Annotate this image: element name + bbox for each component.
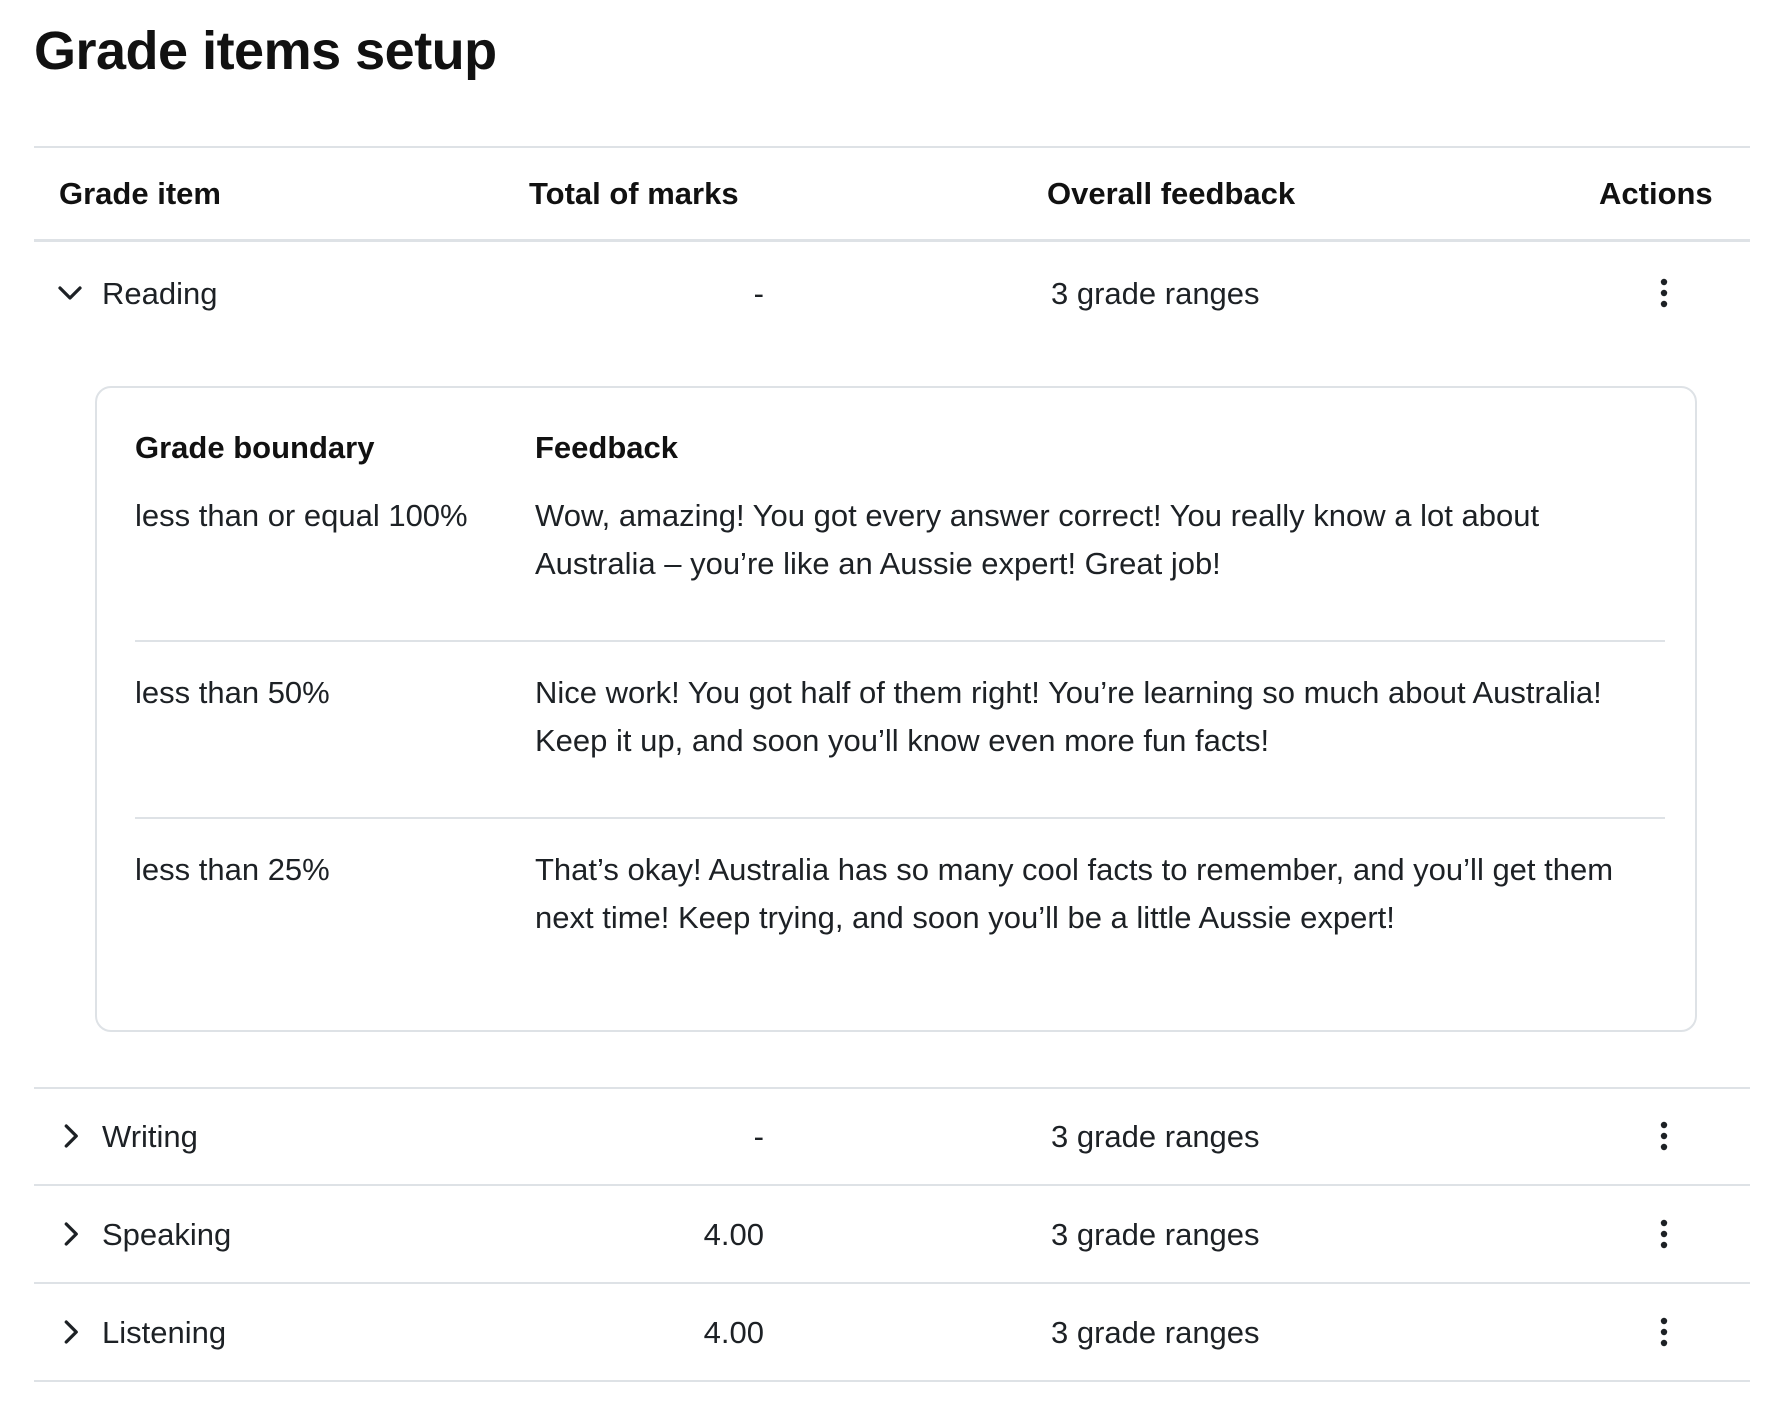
header-feedback: Feedback [535,430,679,465]
overall-feedback: 3 grade ranges [1051,1315,1260,1350]
kebab-menu-icon[interactable] [1644,1212,1684,1256]
grade-item-name[interactable]: Writing [102,1119,198,1154]
divider [135,817,1665,819]
total-of-marks: 4.00 [703,1315,764,1350]
header-total-of-marks: Total of marks [529,176,739,211]
grade-boundary: less than 25% [135,852,330,887]
grade-boundary: less than 50% [135,675,330,710]
grade-feedback: That’s okay! Australia has so many cool facts to remember, and you’ll get them next time! Keep trying, and soon you’ll be a little Aussie expert! [535,852,1614,935]
divider [135,640,1665,642]
grade-ranges-panel [95,386,1697,1032]
table-row [34,1186,1750,1284]
total-of-marks: - [753,1119,764,1154]
grade-item-name[interactable]: Reading [102,276,218,311]
overall-feedback: 3 grade ranges [1051,1119,1260,1154]
grade-feedback: Nice work! You got half of them right! You’re learning so much about Australia! Keep it up, and soon you’ll know even more fun facts! [535,675,1602,758]
kebab-menu-icon[interactable] [1644,1114,1684,1158]
total-of-marks: 4.00 [703,1217,764,1252]
table-row [34,1088,1750,1186]
chevron-right-icon[interactable] [52,1118,88,1154]
page-title: Grade items setup [34,21,497,81]
kebab-menu-icon[interactable] [1644,271,1684,315]
grade-boundary: less than or equal 100% [135,498,468,533]
table-row [34,1284,1750,1382]
header-overall-feedback: Overall feedback [1047,176,1296,211]
table-header [34,146,1750,242]
grade-item-name[interactable]: Listening [102,1315,227,1350]
grade-item-name[interactable]: Speaking [102,1217,232,1252]
chevron-right-icon[interactable] [52,1314,88,1350]
kebab-menu-icon[interactable] [1644,1310,1684,1354]
grade-feedback: Wow, amazing! You got every answer correct! You really know a lot about Australia – you’re like an Aussie expert! Great job! [535,498,1540,581]
header-grade-boundary: Grade boundary [135,430,375,465]
table-row [34,245,1750,343]
chevron-down-icon[interactable] [52,275,88,311]
header-grade-item: Grade item [59,176,221,211]
chevron-right-icon[interactable] [52,1216,88,1252]
overall-feedback: 3 grade ranges [1051,1217,1260,1252]
header-actions: Actions [1599,176,1713,211]
total-of-marks: - [753,276,764,311]
overall-feedback: 3 grade ranges [1051,276,1260,311]
